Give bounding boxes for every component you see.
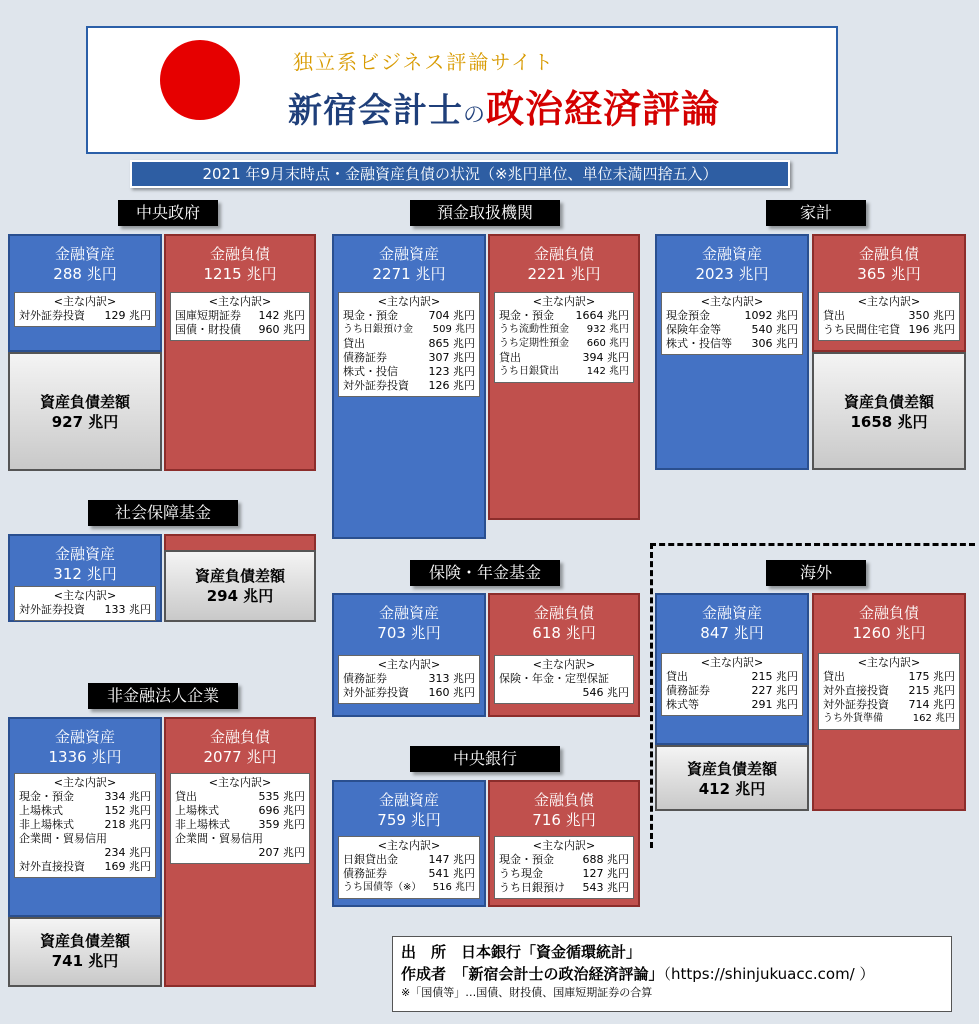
central-gov-assets-value: 288 兆円	[53, 265, 117, 283]
liabilities-heading: 金融負債	[209, 245, 270, 263]
site-subtitle: 独立系ビジネス評論サイト	[293, 50, 555, 74]
central-gov-assets-detail	[14, 292, 156, 327]
detail-row: 対外証券投資 714 兆円	[823, 698, 955, 711]
nonfin-net-value: 741 兆円	[51, 952, 119, 970]
source-box	[392, 936, 952, 1012]
detail-row: 保険・年金・定型保証	[499, 672, 609, 685]
detail-row: 対外証券投資 160 兆円	[343, 686, 475, 699]
overseas-liabilities	[812, 593, 966, 811]
assets-heading: 金融資産	[378, 245, 439, 263]
detail-row: 現金・預金 334 兆円	[19, 790, 151, 803]
deposit-liab-detail	[494, 292, 634, 383]
boj-assets	[332, 780, 486, 907]
liabilities-heading: 金融負債	[533, 604, 594, 622]
detail-row: うち流動性預金 932 兆円	[499, 324, 629, 335]
household-net-value: 1658 兆円	[850, 413, 928, 431]
detail-row: 債務証券 307 兆円	[343, 351, 475, 364]
social-net-value: 294 兆円	[206, 587, 274, 605]
detail-row: 非上場株式 218 兆円	[19, 818, 151, 831]
detail-row: 対外直接投資 169 兆円	[19, 860, 151, 873]
breakdown-heading: <主な内訳>	[53, 295, 117, 308]
breakdown-heading: <主な内訳>	[532, 295, 596, 308]
detail-row: 株式等 291 兆円	[666, 698, 798, 711]
section-label-insurance: 保険・年金基金	[410, 560, 560, 586]
household-net	[812, 352, 966, 470]
boj-assets-detail	[338, 836, 480, 899]
detail-row: 上場株式 696 兆円	[175, 804, 305, 817]
section-label-boj: 中央銀行	[410, 746, 560, 772]
site-title	[288, 78, 720, 133]
overseas-net-value: 412 兆円	[698, 780, 766, 798]
net-heading: 資産負債差額	[843, 393, 934, 411]
breakdown-heading: <主な内訳>	[53, 776, 117, 789]
detail-row: 現金・預金 1664 兆円	[499, 309, 629, 322]
section-label-household: 家計	[766, 200, 866, 226]
central-gov-liab-value: 1215 兆円	[203, 265, 277, 283]
household-assets-value: 2023 兆円	[695, 265, 769, 283]
breakdown-heading: <主な内訳>	[377, 295, 441, 308]
deposit-assets	[332, 234, 486, 539]
net-heading: 資産負債差額	[686, 760, 777, 778]
assets-heading: 金融資産	[54, 245, 115, 263]
insurance-assets	[332, 593, 486, 717]
nonfin-liab-detail	[170, 773, 310, 864]
overseas-net	[655, 745, 809, 811]
detail-row: うち民間住宅貸 196 兆円	[823, 323, 955, 336]
section-label-overseas: 海外	[766, 560, 866, 586]
central-gov-liabilities	[164, 234, 316, 471]
liabilities-heading: 金融負債	[533, 245, 594, 263]
net-heading: 資産負債差額	[194, 567, 285, 585]
detail-row: 現金・預金 688 兆円	[499, 853, 629, 866]
detail-row: 対外直接投資 215 兆円	[823, 684, 955, 697]
overseas-assets-detail	[661, 653, 803, 716]
detail-row: 貸出 535 兆円	[175, 790, 305, 803]
breakdown-heading: <主な内訳>	[208, 295, 272, 308]
author-line	[401, 963, 943, 985]
detail-row: うち国債等（※） 516 兆円	[343, 882, 475, 893]
net-heading: 資産負債差額	[39, 932, 130, 950]
overseas-liab-value: 1260 兆円	[852, 624, 926, 642]
deposit-liabilities	[488, 234, 640, 520]
social-assets	[8, 534, 162, 622]
insurance-assets-value: 703 兆円	[377, 624, 441, 642]
breakdown-heading: <主な内訳>	[857, 295, 921, 308]
detail-row: 日銀貸出金 147 兆円	[343, 853, 475, 866]
breakdown-heading: <主な内訳>	[857, 656, 921, 669]
assets-heading: 金融資産	[54, 728, 115, 746]
boj-assets-value: 759 兆円	[377, 811, 441, 829]
boj-liab-value: 716 兆円	[532, 811, 596, 829]
detail-row: 546 兆円	[582, 686, 629, 699]
insurance-liab-value: 618 兆円	[532, 624, 596, 642]
section-label-nonfin: 非金融法人企業	[88, 683, 238, 709]
liabilities-heading: 金融負債	[209, 728, 270, 746]
household-assets	[655, 234, 809, 470]
date-banner: 2021 年9月末時点・金融資産負債の状況（※兆円単位、単位未満四捨五入）	[130, 160, 790, 188]
breakdown-heading: <主な内訳>	[208, 776, 272, 789]
title-part-2: の	[463, 103, 487, 128]
household-liab-value: 365 兆円	[857, 265, 921, 283]
breakdown-heading: <主な内訳>	[700, 656, 764, 669]
nonfin-assets	[8, 717, 162, 917]
source-line: 出 所 日本銀行「資金循環統計」	[401, 943, 642, 961]
detail-row: 対外証券投資 126 兆円	[343, 379, 475, 392]
nonfin-assets-value: 1336 兆円	[48, 748, 122, 766]
insurance-assets-detail	[338, 655, 480, 704]
breakdown-heading: <主な内訳>	[532, 839, 596, 852]
social-assets-detail	[14, 586, 156, 621]
site-header	[86, 26, 838, 154]
deposit-assets-value: 2271 兆円	[372, 265, 446, 283]
net-heading: 資産負債差額	[39, 393, 130, 411]
overseas-assets	[655, 593, 809, 745]
nonfin-net	[8, 917, 162, 987]
insurance-liabilities	[488, 593, 640, 717]
nonfin-liab-value: 2077 兆円	[203, 748, 277, 766]
title-part-3: 政治経済評論	[486, 86, 721, 131]
nonfin-assets-detail	[14, 773, 156, 878]
detail-row: 貸出 865 兆円	[343, 337, 475, 350]
household-assets-detail	[661, 292, 803, 355]
deposit-liab-value: 2221 兆円	[527, 265, 601, 283]
detail-row: うち日銀預け金 509 兆円	[343, 324, 475, 335]
section-label-deposit: 預金取扱機関	[410, 200, 560, 226]
boj-liab-detail	[494, 836, 634, 899]
liabilities-heading: 金融負債	[533, 791, 594, 809]
central-gov-assets	[8, 234, 162, 352]
assets-heading: 金融資産	[378, 791, 439, 809]
overseas-liab-detail	[818, 653, 960, 730]
breakdown-heading: <主な内訳>	[532, 658, 596, 671]
detail-row: 保険年金等 540 兆円	[666, 323, 798, 336]
detail-row: 債務証券 541 兆円	[343, 867, 475, 880]
nonfin-liabilities	[164, 717, 316, 987]
detail-row: うち定期性預金 660 兆円	[499, 338, 629, 349]
detail-row: 貸出 394 兆円	[499, 351, 629, 364]
section-label-central-gov: 中央政府	[118, 200, 218, 226]
central-gov-net-value: 927 兆円	[51, 413, 119, 431]
assets-heading: 金融資産	[701, 245, 762, 263]
household-liab-detail	[818, 292, 960, 341]
insurance-liab-detail	[494, 655, 634, 704]
assets-heading: 金融資産	[701, 604, 762, 622]
rising-sun-logo	[160, 40, 240, 120]
detail-row: 企業間・貿易信用	[19, 832, 107, 845]
detail-row: 債務証券 313 兆円	[343, 672, 475, 685]
detail-row: 貸出 215 兆円	[666, 670, 798, 683]
author-text: 作成者 「新宿会計士の政治経済評論」	[401, 965, 664, 983]
breakdown-heading: <主な内訳>	[377, 658, 441, 671]
deposit-assets-detail	[338, 292, 480, 397]
breakdown-heading: <主な内訳>	[53, 589, 117, 602]
detail-row: 上場株式 152 兆円	[19, 804, 151, 817]
title-part-1: 新宿会計士	[288, 91, 463, 131]
detail-row: 対外証券投資 129 兆円	[19, 309, 151, 322]
detail-row: うち日銀貸出 142 兆円	[499, 366, 629, 377]
detail-row: 株式・投信等 306 兆円	[666, 337, 798, 350]
central-gov-net	[8, 352, 162, 471]
detail-row: うち日銀預け 543 兆円	[499, 881, 629, 894]
central-gov-liab-detail	[170, 292, 310, 341]
detail-row: 貸出 175 兆円	[823, 670, 955, 683]
liabilities-heading: 金融負債	[858, 604, 919, 622]
detail-row: 207 兆円	[258, 846, 305, 859]
detail-row: 国債・財投債 960 兆円	[175, 323, 305, 336]
assets-heading: 金融資産	[378, 604, 439, 622]
source-note: ※「国債等」…国債、財投債、国庫短期証券の合算	[401, 986, 653, 999]
boj-liabilities	[488, 780, 640, 907]
overseas-assets-value: 847 兆円	[700, 624, 764, 642]
assets-heading: 金融資産	[54, 545, 115, 563]
social-assets-value: 312 兆円	[53, 565, 117, 583]
detail-row: 234 兆円	[104, 846, 151, 859]
detail-row: 貸出 350 兆円	[823, 309, 955, 322]
household-liabilities	[812, 234, 966, 352]
detail-row: うち現金 127 兆円	[499, 867, 629, 880]
detail-row: 企業間・貿易信用	[175, 832, 263, 845]
liabilities-heading: 金融負債	[858, 245, 919, 263]
detail-row: 現金預金 1092 兆円	[666, 309, 798, 322]
detail-row: 国庫短期証券 142 兆円	[175, 309, 305, 322]
detail-row: 現金・預金 704 兆円	[343, 309, 475, 322]
detail-row: 対外証券投資 133 兆円	[19, 603, 151, 616]
detail-row: 非上場株式 359 兆円	[175, 818, 305, 831]
author-url: （https://shinjukuacc.com/ ）	[663, 965, 875, 983]
detail-row: うち外貨準備 162 兆円	[823, 713, 955, 724]
detail-row: 債務証券 227 兆円	[666, 684, 798, 697]
breakdown-heading: <主な内訳>	[700, 295, 764, 308]
section-label-social: 社会保障基金	[88, 500, 238, 526]
detail-row: 株式・投信 123 兆円	[343, 365, 475, 378]
social-net	[164, 550, 316, 622]
breakdown-heading: <主な内訳>	[377, 839, 441, 852]
